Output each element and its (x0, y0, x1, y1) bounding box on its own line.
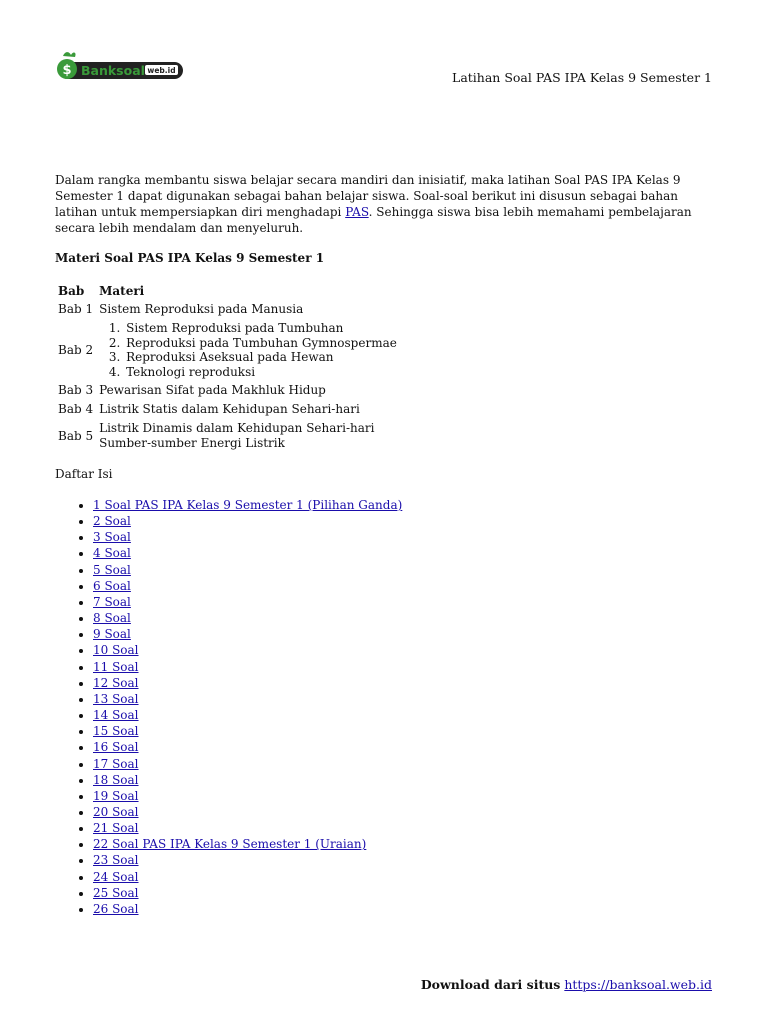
toc-link[interactable]: 4 Soal (93, 546, 131, 561)
toc-link[interactable]: 25 Soal (93, 885, 139, 900)
toc-link[interactable]: 11 Soal (93, 659, 139, 674)
logo-wordmark: Banksoal (81, 63, 145, 78)
toc-item (93, 578, 402, 594)
materi-table-header-row (55, 282, 400, 300)
toc-item (93, 804, 402, 820)
toc-item (93, 626, 402, 642)
materi-line: Sumber-sumber Energi Listrik (99, 436, 285, 450)
toc-item (93, 772, 402, 788)
toc-item (93, 788, 402, 804)
toc-label: Daftar Isi (55, 467, 113, 481)
toc-item (93, 642, 402, 658)
bab-cell: Bab 1 (58, 302, 94, 316)
toc-link[interactable]: 17 Soal (93, 756, 139, 771)
document-header-title: Latihan Soal PAS IPA Kelas 9 Semester 1 (452, 70, 712, 85)
materi-cell (96, 419, 400, 453)
toc-item (93, 497, 402, 513)
column-header-materi: Materi (99, 284, 145, 298)
toc-item (93, 723, 402, 739)
toc-item (93, 562, 402, 578)
bab-cell: Bab 2 (58, 342, 94, 357)
bab-cell: Bab 3 (58, 383, 94, 397)
column-header-bab: Bab (58, 284, 85, 298)
pas-link[interactable]: PAS (345, 205, 369, 219)
materi-section-title: Materi Soal PAS IPA Kelas 9 Semester 1 (55, 251, 325, 265)
intro-text-after: . Sehingga siswa bisa lebih memahami pembelajaran secara lebih mendalam dan menyeluruh. (55, 205, 692, 235)
table-row (55, 400, 400, 419)
toc-item (93, 610, 402, 626)
bab-cell: Bab 5 (58, 428, 94, 443)
footer-url-link[interactable]: https://banksoal.web.id (564, 977, 712, 992)
toc-link[interactable]: 14 Soal (93, 708, 139, 723)
toc-item (93, 739, 402, 755)
materi-cell: Listrik Statis dalam Kehidupan Sehari-hari (99, 402, 360, 416)
toc-item (93, 594, 402, 610)
toc-item (93, 901, 402, 917)
logo-suffix: web.id (147, 66, 176, 75)
toc-link[interactable]: 23 Soal (93, 853, 139, 868)
banksoal-logo-icon (55, 50, 183, 82)
toc-link[interactable]: 12 Soal (93, 675, 139, 690)
toc-link[interactable]: 10 Soal (93, 643, 139, 658)
intro-text-before: Dalam rangka membantu siswa belajar secara mandiri dan inisiatif, maka latihan Soal PAS IPA Kelas 9 Semester 1 dapat digunakan sebagai bahan belajar siswa. Soal-soal berikut ini disusun sebagai bahan latihan untuk mempersiapkan diri menghadapi (55, 173, 681, 219)
materi-table (55, 282, 400, 453)
list-item: 4. Teknologi reproduksi (124, 365, 397, 380)
toc-item (93, 820, 402, 836)
list-item: 2. Reproduksi pada Tumbuhan Gymnospermae (124, 336, 397, 351)
toc-item (93, 885, 402, 901)
toc-link[interactable]: 3 Soal (93, 530, 131, 545)
table-row (55, 300, 400, 319)
toc-item (93, 513, 402, 529)
toc-item (93, 756, 402, 772)
toc-link[interactable]: 5 Soal (93, 562, 131, 577)
toc-item (93, 659, 402, 675)
toc-link[interactable]: 19 Soal (93, 788, 139, 803)
bab-cell: Bab 4 (58, 402, 94, 416)
toc-link[interactable]: 15 Soal (93, 724, 139, 739)
toc-item (93, 852, 402, 868)
materi-cell: Pewarisan Sifat pada Makhluk Hidup (99, 383, 326, 397)
toc-link[interactable]: 7 Soal (93, 594, 131, 609)
toc-link[interactable]: 1 Soal PAS IPA Kelas 9 Semester 1 (Pilihan Ganda) (93, 498, 403, 512)
toc-link[interactable]: 26 Soal (93, 901, 139, 916)
toc-link[interactable]: 8 Soal (93, 611, 131, 626)
toc-link[interactable]: 9 Soal (93, 627, 131, 642)
intro-paragraph (55, 172, 715, 236)
svg-text:$: $ (62, 63, 72, 78)
toc-link[interactable]: 21 Soal (93, 821, 139, 836)
toc-link[interactable]: 13 Soal (93, 691, 139, 706)
toc-item (93, 545, 402, 561)
toc-link[interactable]: 2 Soal (93, 514, 131, 529)
materi-cell (96, 319, 400, 381)
toc-link[interactable]: 18 Soal (93, 772, 139, 787)
materi-line: Listrik Dinamis dalam Kehidupan Sehari-hari (99, 421, 375, 435)
materi-cell: Sistem Reproduksi pada Manusia (99, 302, 304, 316)
toc-item (93, 836, 402, 852)
toc-item (93, 529, 402, 545)
list-item: 3. Reproduksi Aseksual pada Hewan (124, 350, 397, 365)
toc-link[interactable]: 22 Soal PAS IPA Kelas 9 Semester 1 (Uraian) (93, 837, 367, 852)
toc-item (93, 675, 402, 691)
toc-link[interactable]: 16 Soal (93, 740, 139, 755)
toc-link[interactable]: 20 Soal (93, 804, 139, 819)
table-row (55, 419, 400, 453)
table-row (55, 319, 400, 381)
footer (421, 977, 712, 992)
toc-item (93, 869, 402, 885)
toc-link[interactable]: 6 Soal (93, 578, 131, 593)
toc-item (93, 691, 402, 707)
toc-item (93, 707, 402, 723)
site-logo[interactable] (55, 50, 183, 82)
footer-label: Download dari situs (420, 977, 561, 992)
table-row (55, 381, 400, 400)
toc-list (55, 497, 402, 917)
materi-sublist (99, 321, 397, 379)
list-item: 1. Sistem Reproduksi pada Tumbuhan (124, 321, 397, 336)
toc-link[interactable]: 24 Soal (93, 869, 139, 884)
